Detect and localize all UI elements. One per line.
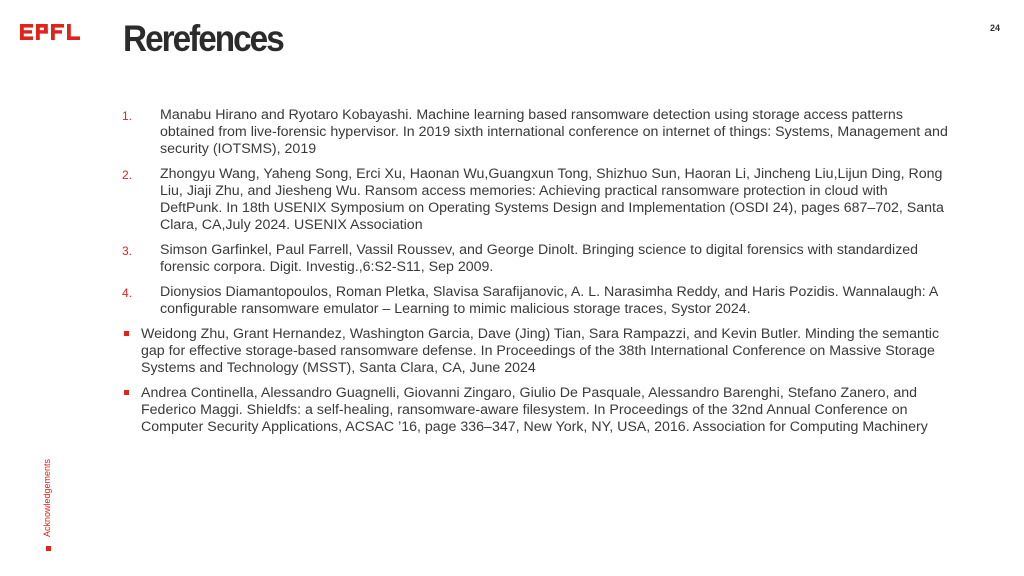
- reference-item: [122, 385, 952, 436]
- reference-text: Manabu Hirano and Ryotaro Kobayashi. Machine learning based ransomware detection using storage access patterns obtained from live-forensic hypervisor. In 2019 sixth international conference on internet of things: Systems, Management and security (IOTSMS), 2019: [160, 107, 948, 157]
- reference-text: Dionysios Diamantopoulos, Roman Pletka, Slavisa Sarafijanovic, A. L. Narasimha Reddy, and Haris Pozidis. Wannalaugh: A configurable ransomware emulator – Learning to mimic malicious storage traces, Systor 2024.: [160, 284, 938, 317]
- slide-title: Rerefences: [123, 18, 283, 59]
- bullet-square-icon: [124, 331, 129, 336]
- reference-number: 4.: [122, 286, 133, 300]
- reference-item: [122, 242, 952, 276]
- section-label: Acknowledgements: [42, 458, 52, 537]
- reference-item: [122, 166, 952, 234]
- page-number: 24: [989, 23, 1000, 33]
- section-marker-square-icon: [46, 546, 51, 551]
- reference-item: [122, 284, 952, 318]
- reference-text: Weidong Zhu, Grant Hernandez, Washington Garcia, Dave (Jing) Tian, Sara Rampazzi, and Kevin Butler. Minding the semantic gap for effective storage-based ransomware defense. In Proceedings of the 38th International Conference on Massive Storage Systems and Technology (MSST), Santa Clara, CA, June 2024: [141, 326, 940, 376]
- reference-text: Zhongyu Wang, Yaheng Song, Erci Xu, Haonan Wu,Guangxun Tong, Shizhuo Sun, Haoran Li, Jincheng Liu,Lijun Ding, Rong Liu, Jiaji Zhu, and Jiesheng Wu. Ransom access memories: Achieving practical ransomware protection in cloud with DeftPunk. In 18th USENIX Symposium on Operating Systems Design and Implementation (OSDI 24), pages 687–702, Santa Clara, CA,July 2024. USENIX Association: [160, 166, 944, 233]
- reference-text: Simson Garfinkel, Paul Farrell, Vassil Roussev, and George Dinolt. Bringing science to digital forensics with standardized forensic corpora. Digit. Investig.,6:S2-S11, Sep 2009.: [160, 242, 919, 275]
- bullet-square-icon: [124, 390, 129, 395]
- reference-list: [122, 107, 952, 444]
- reference-number: 2.: [122, 168, 133, 182]
- reference-text: Andrea Continella, Alessandro Guagnelli, Giovanni Zingaro, Giulio De Pasquale, Alessandro Barenghi, Stefano Zanero, and Federico Maggi. Shieldfs: a self-healing, ransomware-aware filesystem. In Proceedings of the 32nd Annual Conference on Computer Security Applications, ACSAC ’16, page 336–347, New York, NY, USA, 2016. Association for Computing Machinery: [141, 385, 928, 435]
- reference-item: [122, 326, 952, 377]
- epfl-logo-icon: [20, 21, 82, 43]
- reference-item: [122, 107, 952, 158]
- epfl-logo: [20, 21, 82, 48]
- reference-number: 3.: [122, 244, 133, 258]
- reference-number: 1.: [122, 109, 133, 123]
